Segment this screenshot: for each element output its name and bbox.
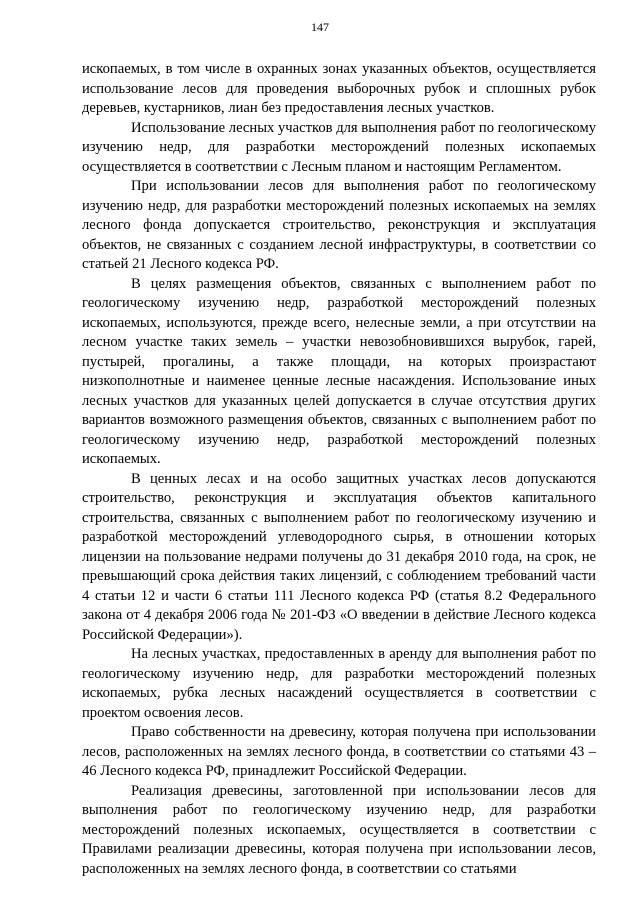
page-number: 147	[311, 20, 329, 34]
paragraph: В ценных лесах и на особо защитных участках лесов допускаются строительство, реконструкция и эксплуатация объектов капитального строительства, связанных с выполнением работ по геологическому изучению и разработкой месторождений углеводородного сырья, в отношении которых лицензии на пользование недрами получены до 31 декабря 2010 года, на срок, не превышающий срока действия таких лицензий, с соблюдением требований части 4 статьи 12 и части 6 статьи 111 Лесного кодекса РФ (статья 8.2 Федерального закона от 4 декабря 2006 года № 201-ФЗ «О введении в действие Лесного кодекса Российской Федерации»).	[82, 470, 596, 643]
paragraph: На лесных участках, предоставленных в аренду для выполнения работ по геологическому изучению недр, для разработки месторождений полезных ископаемых, рубка лесных насаждений осуществляется в соответствии с проектом освоения лесов.	[82, 646, 596, 721]
paragraph: Право собственности на древесину, которая получена при использовании лесов, расположенных на землях лесного фонда, в соответствии со статьями 43 – 46 Лесного кодекса РФ, принадлежит Российской Федерации.	[82, 724, 596, 779]
paragraph: В целях размещения объектов, связанных с выполнением работ по геологическому изучению недр, разработкой месторождений полезных ископаемых, используются, прежде всего, нелесные земли, а при отсутствии на лесном участке таких земель – участки невозобновившихся вырубок, гарей, пустырей, прогалины, а также площади, на которых произрастают низкополнотные и наименее ценные лесные насаждения. Использование иных лесных участков для указанных целей допускается в случае отсутствия других вариантов возможного размещения объектов, связанных с выполнением работ по геологическому изучению недр, разработкой месторождений полезных ископаемых.	[82, 275, 596, 467]
document-body	[82, 60, 596, 879]
paragraph: При использовании лесов для выполнения работ по геологическому изучению недр, для разработки месторождений полезных ископаемых на землях лесного фонда допускается строительство, реконструкция и эксплуатация объектов, не связанных с созданием лесной инфраструктуры, в соответствии со статьей 21 Лесного кодекса РФ.	[82, 178, 596, 272]
paragraph: Использование лесных участков для выполнения работ по геологическому изучению недр, для разработки месторождений полезных ископаемых осуществляется в соответствии с Лесным планом и настоящим Регламентом.	[82, 119, 596, 175]
paragraph: Реализация древесины, заготовленной при использовании лесов для выполнения работ по геологическому изучению недр, для разработки месторождений полезных ископаемых, осуществляется в соответствии с Правилами реализации древесины, которая получена при использовании лесов, расположенных на землях лесного фонда, в соответствии со статьями	[82, 782, 596, 877]
paragraph-continuation: ископаемых, в том числе в охранных зонах указанных объектов, осуществляется использование лесов для проведения выборочных рубок и сплошных рубок деревьев, кустарников, лиан без предоставления лесных участков.	[82, 61, 596, 116]
